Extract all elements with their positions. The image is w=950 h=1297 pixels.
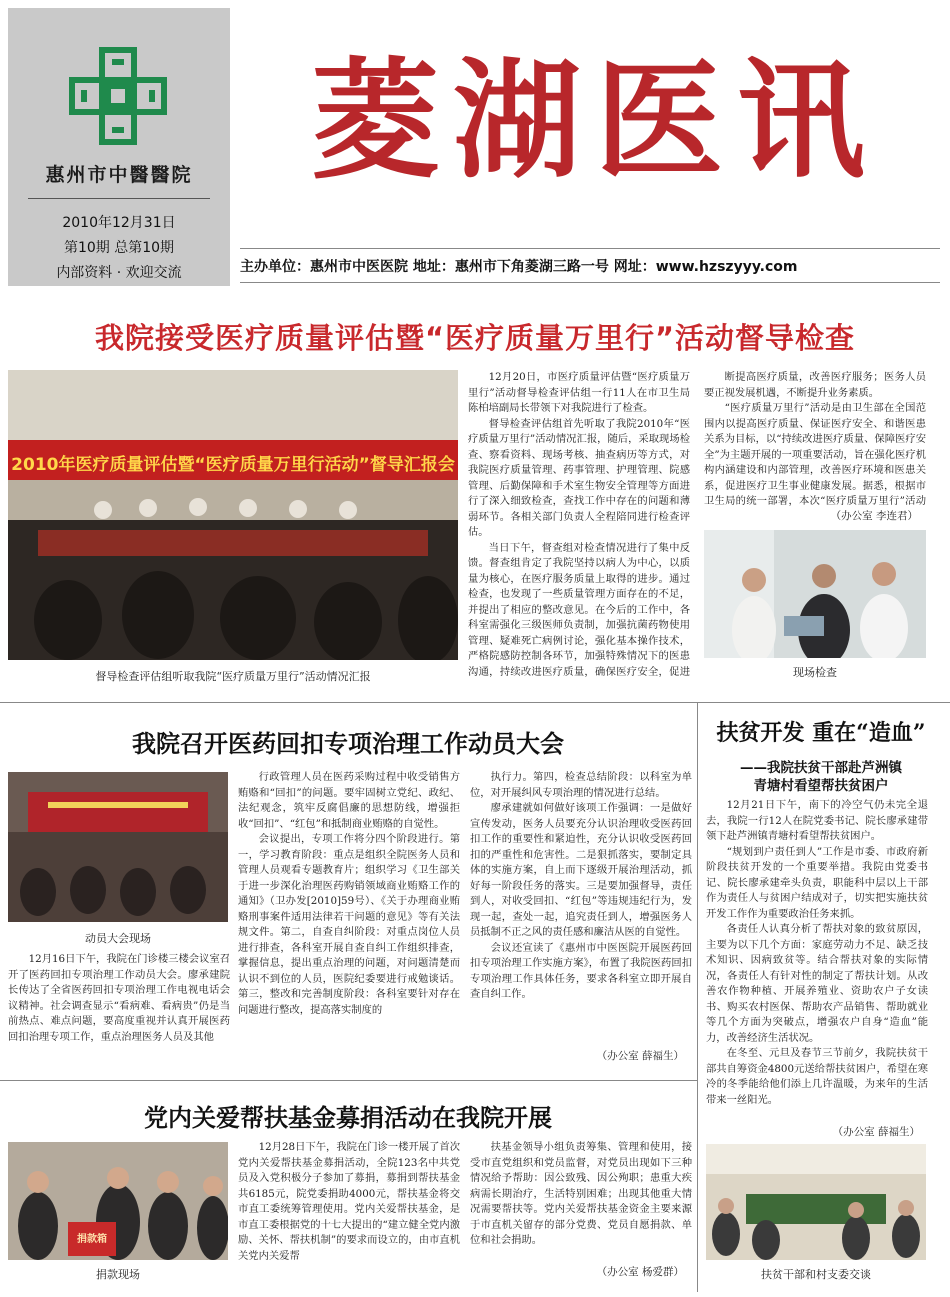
article1-col1 xyxy=(468,370,690,680)
article2-col1 xyxy=(8,952,230,1072)
article2-col2-p2: 会议提出，专项工作将分四个阶段进行。第一，学习教育阶段：重点是组织全院医务人员和管理人员观看专题教育片；组织学习《卫生部关于进一步深化治理医药购销领域商业贿赂工作的通知》（卫办发[2010]59号）、《关于办理商业贿赂刑事案件适用法律若干问题的意见》等有关法规文件。第二，自查自纠阶段：对重点岗位人员进行排查，各科室开展自查自纠工作组织排查，掌握信息，提出重点治理的问题，对问题清楚而认识不到位的人员，医院纪委要进行戒勉谈话。第三，整改和完善制度阶段：各科室要针对存在问题进行整改，提高落实制度的 xyxy=(238,833,460,1016)
article2-col3-p2: 廖承建就如何做好该项工作强调：一是做好宣传发动，医务人员要充分认识治理收受医药回扣工作的重要性和紧迫性，充分认识收受医药回扣的严重性和危害性。二是狠抓落实，要制定具体的实施方案，自上而下逐级开展治理活动，抓好每一阶段任务的落实。三是要加强督导，责任到人，对收受回扣、“红包”等违规违纪行为，发现一起，查处一起，追究责任到人，增强医务人员抵制不正之风的责任感和廉洁从医的自觉性。 xyxy=(470,802,692,938)
article4-headline: 党内关爱帮扶基金募捐活动在我院开展 xyxy=(144,1103,552,1132)
article1-col2-p1: 断提高医疗质量，改善医疗服务；医务人员要正视发展机遇，不断提升业务素质。 xyxy=(704,371,926,399)
article3-subtitle-1: ——我院扶贫干部赴芦洲镇 xyxy=(740,760,902,776)
article2-col3-p1: 执行力。第四，检查总结阶段：以科室为单位，对开展纠风专项治理的情况进行总结。 xyxy=(470,771,692,799)
column-rule xyxy=(697,702,698,1292)
article2-col1-p1: 12月16日下午，我院在门诊楼三楼会议室召开了医药回扣专项治理工作动员大会。廖承建院长传达了全省医药回扣专项治理工作电视电话会议精神。社会调查显示“看病难、看病贵”仍是当前热点、难点问题，要高度重视并认真开展医药回扣治理专项工作，重点治理医务人员及其他 xyxy=(8,953,230,1043)
article4-photo xyxy=(8,1142,228,1260)
article1-photo xyxy=(8,370,458,660)
article3-p4: 在冬至、元旦及春节三节前夕，我院扶贫干部共自筹资金4800元送给帮扶贫困户，希望在寒冷的冬季能给他们添上几许温暖，为来年的生活带来一丝阳光。 xyxy=(706,1047,928,1106)
article2-col2 xyxy=(238,770,460,1070)
article1-headline: 我院接受医疗质量评估暨“医疗质量万里行”活动督导检查 xyxy=(94,321,856,355)
masthead-logo-box xyxy=(8,8,230,286)
article3-p1: 12月21日下午，南下的冷空气仍未完全退去，我院一行12人在院党委书记、院长廖承建带领下赴芦洲镇青塘村看望帮扶贫困户。 xyxy=(706,799,928,842)
article2-photo-caption: 动员大会现场 xyxy=(85,932,151,945)
article4-col2 xyxy=(470,1140,692,1262)
article3-headline: 扶贫开发 重在“造血” xyxy=(716,720,926,746)
logo-divider xyxy=(28,198,210,199)
meeting-photo-image xyxy=(8,370,458,660)
article3-p3: 各责任人认真分析了帮扶对象的致贫原因，主要为以下几个方面：家庭劳动力不足、缺乏技术知识、因病致贫等。结合帮扶对象的实际情况，各责任人有针对性的制定了帮扶计划。从改善农作物种植、开展养殖业、资助农户子女读书、购买农村医保、帮助农产品销售、帮助就业等几个方面为突破点，增强农户自身“造血”能力，改善经济生活状况。 xyxy=(706,923,928,1044)
article4-photo-caption: 捐款现场 xyxy=(96,1268,140,1281)
issue-number: 第10期 总第10期 xyxy=(63,240,175,256)
article1-col2-p2: “医疗质量万里行”活动是由卫生部在全国范围内以提高医疗质量、保证医疗安全、和谐医患关系为目标，以“持续改进医疗质量、保障医疗安全”为主题开展的一项重要活动，旨在强化医疗机构内涵建设和内部管理，改善医疗环境和医患关系，促进医疗卫生事业健康发展。据悉，根据市卫生局的统一部署，本次“医疗质量万里行”活动 xyxy=(704,402,926,507)
article1-photo-banner: 2010年医疗质量评估暨“医疗质量万里行活动”督导汇报会 xyxy=(11,455,455,475)
host-rule-bottom xyxy=(240,282,940,283)
article2-signature: （办公室 薛福生） xyxy=(596,1050,684,1062)
article1-photo2-caption: 现场检查 xyxy=(793,666,837,679)
village-photo-image xyxy=(706,1144,926,1260)
article3-subtitle-2: 青塘村看望帮扶贫困户 xyxy=(753,778,889,794)
issue-date: 2010年12月31日 xyxy=(62,215,176,231)
hospital-name: 惠州市中醫醫院 xyxy=(45,164,193,186)
donation-photo-image xyxy=(8,1142,228,1260)
article1-photo2 xyxy=(704,530,926,658)
host-rule-top xyxy=(240,248,940,249)
article1-col1-p2: 督导检查评估组首先听取了我院2010年“医疗质量万里行”活动情况汇报，随后，采取现场检查、察看资料、现场考核、抽查病历等方式，对我院医疗质量管理、药事管理、护理管理、院感管理、后勤保障和手术室生物安全管理等方面进行了深入细致检查，查找工作中存在的问题和薄弱环节。各相关部门负责人全程陪同进行检查评估。 xyxy=(468,417,690,538)
article2-col3-p3: 会议还宣读了《惠州市中医医院开展医药回扣专项治理工作实施方案》，布置了我院医药回扣专项治理工作具体任务，要求各科室立即开展自查自纠工作。 xyxy=(470,941,692,1000)
hospital-logo-icon xyxy=(68,46,168,146)
article3-signature: （办公室 薛福生） xyxy=(832,1126,920,1138)
newspaper-title: 菱湖医讯 xyxy=(310,47,879,196)
inspection-photo-image xyxy=(704,530,926,658)
article1-signature: （办公室 李连君） xyxy=(830,510,918,522)
host-info-line: 主办单位：惠州市中医医院 地址：惠州市下角菱湖三路一号 网址：www.hzszyyy.com xyxy=(240,259,798,275)
article3-photo-caption: 扶贫干部和村支委交谈 xyxy=(761,1268,871,1281)
article4-signature: （办公室 杨爱群） xyxy=(596,1266,684,1278)
article4-col1-p1: 12月28日下午，我院在门诊一楼开展了首次党内关爱帮扶基金募捐活动，全院123名中共党员及入党积极分子参加了募捐，募捐到帮扶基金共6185元，院党委捐助4000元，帮扶基金将交市直工委统筹管理使用。党内关爱帮扶基金，是市直工委根据党的十七大提出的“建立健全党内激励、关怀、帮扶机制”的要求而设立的，由市直机关党内关爱帮 xyxy=(238,1141,460,1262)
article2-headline: 我院召开医药回扣专项治理工作动员大会 xyxy=(132,729,564,758)
article2-photo xyxy=(8,772,228,922)
article1-col1-p1: 12月20日，市医疗质量评估暨“医疗质量万里行”活动督导检查评估组一行11人在市卫生局陈柏培副局长带领下对我院进行了检查。 xyxy=(468,371,690,414)
article1-col1-p3: 当日下午，督查组对检查情况进行了集中反馈。督查组肯定了我院坚持以病人为中心，以质量为核心，在医疗服务质量上取得的进步。通过检查，也发现了一些质量管理方面存在的不足，并提出了相应的整改意见。在今后的工作中，各科室需强化三级医师负责制，加强抗菌药物使用管理、疑难死亡病例讨论，强化基本操作技术，严格院感防控制各环节，加强特殊情况下的医患沟通，持续改进医疗质量，确保医疗安全，促进 xyxy=(468,541,690,678)
article3-photo xyxy=(706,1144,926,1260)
article2-col2-p1: 行政管理人员在医药采购过程中收受销售方贿赂和“回扣”的问题。要牢固树立党纪、政纪、法纪观念，筑牢反腐倡廉的思想防线，增强拒收“回扣”、“红包”和抵制商业贿赂的自觉性。 xyxy=(238,771,460,830)
article4-col2-p1: 扶基金领导小组负责筹集、管理和使用，接受市直党组织和党员监督，对党员出现如下三种情况给予帮助：因公致残、因公殉职；患重大疾病需长期治疗，生活特别困难；出现其他重大情况需要帮扶等。党内关爱帮扶基金资金主要来源于市直机关留存的部分党费、党员自愿捐款、单位和社会捐助。 xyxy=(470,1141,692,1246)
article3-p2: “规划到户责任到人”工作是市委、市政府新阶段扶贫开发的一个重要举措。我院由党委书记、院长廖承建牵头负责，职能科中层以上干部作为责任人与贫困户结成对子，切实把实施扶贫开发工作作为重要政治任务来抓。 xyxy=(706,845,928,920)
article1-col2 xyxy=(704,370,926,510)
article1-photo-caption: 督导检查评估组听取我院“医疗质量万里行”活动情况汇报 xyxy=(95,670,371,683)
article2-col3 xyxy=(470,770,692,1046)
article3-body xyxy=(706,798,928,1124)
section-rule-2 xyxy=(0,1080,697,1081)
issue-note: 内部资料 · 欢迎交流 xyxy=(56,265,182,281)
donation-box-label: 捐款箱 xyxy=(77,1234,107,1245)
article4-col1 xyxy=(238,1140,460,1280)
mobilization-photo-image xyxy=(8,772,228,922)
section-rule-1 xyxy=(0,702,950,703)
